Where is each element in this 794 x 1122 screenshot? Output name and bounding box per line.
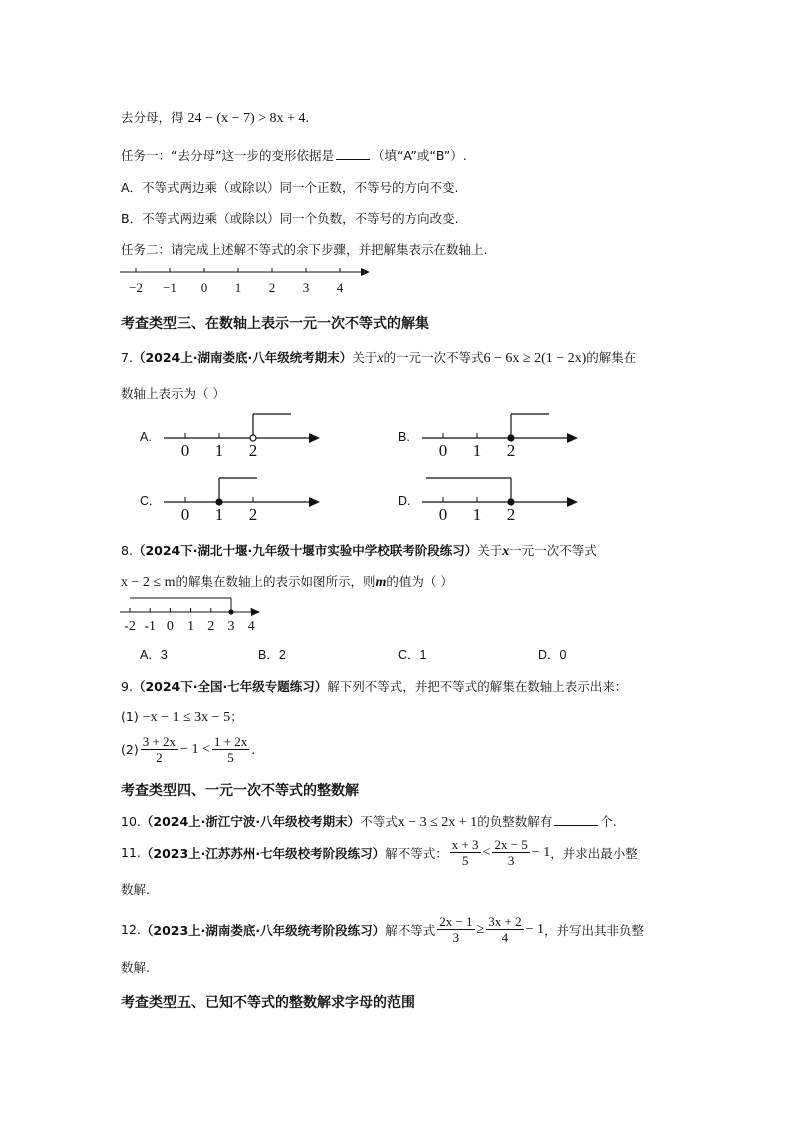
q8-line1 [121,541,597,560]
q7-option-label: C. [140,494,153,508]
heading-type-5: 考查类型五、已知不等式的整数解求字母的范围 [121,995,415,1011]
q7-tick-label: 0 [180,505,190,524]
q10-blank[interactable] [554,813,598,826]
q8-source: （2024下·湖北十堰·九年级十堰市实验中学校联考阶段练习） [132,543,478,558]
q8-tick-label: 4 [247,619,255,632]
q7-option-number-line [418,474,583,524]
q7-hollow-point [250,435,256,441]
q7-solid-point [508,435,514,441]
q12-frac2-num: 3x + 2 [488,914,522,929]
q7-option-number-line [418,410,583,460]
q7-tick-label: 1 [472,441,482,460]
q9-frac1-num: 3 + 2x [142,734,177,749]
q7-tick-label: 0 [180,441,190,460]
q7-tick-label: 1 [472,505,482,524]
q11-frac2-den: 3 [507,853,515,868]
q11-mid: < [482,844,491,860]
q8-tick-label: -2 [124,619,136,632]
option-a: A．不等式两边乘（或除以）同一个正数，不等号的方向不变. [121,180,459,195]
q9-part1-inequality: −x − 1 ≤ 3x − 5 [142,710,231,725]
option-b: B．不等式两边乘（或除以）同一个负数，不等号的方向改变. [121,211,459,226]
q8-text-c: 的解集在数轴上的表示如图所示，则 [175,574,376,589]
q7-number: 7. [121,350,133,365]
q9-source: （2024下·全国·七年级专题练习） [132,679,328,694]
q12-number: 12. [121,922,141,937]
q12-frac1-num: 2x − 1 [439,914,473,929]
q12-frac2-den: 4 [501,930,509,945]
step-line [121,108,309,127]
q9-number: 9. [121,679,133,694]
heading-type-3: 考查类型三、在数轴上表示一元一次不等式的解集 [121,316,429,332]
axis1-tick-label: 3 [302,280,310,295]
q8-text-d: 的值为（ ） [386,574,453,589]
q12-line1 [121,914,644,945]
q11-text-a: 解不等式： [385,845,448,861]
q11-frac1-num: x + 3 [451,837,479,852]
q9-text: 解下列不等式，并把不等式的解集在数轴上表示出来： [327,679,628,694]
q12-tail: − 1 [525,921,544,937]
q11-frac1-den: 5 [461,853,469,868]
q8-tick-label: -1 [144,619,157,632]
step-suffix: . [305,110,310,125]
heading-type-4: 考查类型四、一元一次不等式的整数解 [121,783,359,799]
q7-tick-label: 1 [214,441,224,460]
q8-choice-d[interactable]: D．0 [538,648,567,662]
q7-line2: 数轴上表示为（ ） [121,386,225,401]
q12-mid: ≥ [476,921,485,937]
q9-part1-end: ； [230,709,243,724]
task2-line: 任务二：请完成上述解不等式的余下步骤，并把解集表示在数轴上. [121,242,488,257]
q8-number-line [118,594,268,632]
q7-tick-label: 0 [438,441,448,460]
q11-source: （2023上·江苏苏州·七年级校考阶段练习） [140,845,386,861]
q7-tick-label: 2 [506,505,516,524]
q12-text-a: 解不等式 [385,922,436,938]
q7-option-number-line [160,474,325,524]
q9-part2-label: (2) [121,742,139,757]
q8-choice-a[interactable]: A．3 [140,648,168,662]
q10-source: （2024上·浙江宁波·八年级校考期末） [140,814,361,829]
q11-frac2 [492,837,529,868]
q8-number: 8. [121,543,133,558]
q7-inequality: 6 − 6x ≥ 2(1 − 2x) [483,351,587,366]
q9-part1 [121,707,243,726]
task1-blank[interactable] [336,147,370,160]
q7-tick-label: 2 [248,441,258,460]
q7-var: x [377,351,384,366]
q8-line2 [121,572,453,591]
arrow-icon [309,433,320,443]
q8-tick-label: 2 [207,619,215,632]
q7-tick-label: 2 [248,505,258,524]
axis1-tick-label: 4 [336,280,344,295]
q10-text-a: 不等式 [360,814,398,829]
task1-text: 任务一：“去分母”这一步的变形依据是 [121,148,334,163]
q11-line1 [121,837,638,868]
q8-text-b: 一元一次不等式 [509,543,597,558]
q12-text-b: ，并写出其非负整 [543,922,644,938]
q7-option-label: B. [398,430,410,444]
axis1-tick-label: 2 [268,280,276,295]
q8-text-a: 关于 [477,543,503,558]
q9-part2-frac1 [141,734,178,765]
q8-var-m: m [375,575,387,590]
q7-tick-label: 2 [506,441,516,460]
q8-choice-c[interactable]: C．1 [398,648,427,662]
q7-option-number-line [160,410,325,460]
q11-frac2-num: 2x − 5 [494,837,528,852]
q7-line1 [121,348,636,367]
axis1-tick-label: −1 [163,280,177,295]
q12-source: （2023上·湖南娄底·八年级统考阶段练习） [140,922,386,938]
q7-solid-point [508,499,514,505]
q10-text-b: 的负整数解有 [477,814,553,829]
q12-frac1 [437,914,474,945]
q8-choices [140,645,700,663]
q12-frac2 [486,914,523,945]
q7-text-a: 关于 [352,350,378,365]
arrow-icon [567,497,578,507]
q7-text-b: 的一元一次不等式 [383,350,484,365]
q10-text-c: 个. [600,814,617,829]
number-line-1 [118,262,378,296]
q8-tick-label: 0 [166,619,174,632]
axis1-tick-label: 0 [200,280,208,295]
task1-suffix: （填“A”或“B”）. [371,148,467,163]
q8-inequality: x − 2 ≤ m [121,575,176,590]
q7-text-c: 的解集在 [586,350,637,365]
q7-source: （2024上·湖南娄底·八年级统考期末） [132,350,353,365]
q7-tick-label: 1 [214,505,224,524]
q8-var: x [502,544,510,559]
q7-option-label: D. [398,494,411,508]
q9-frac1-den: 2 [156,750,163,765]
axis1-tick-label: −2 [129,280,143,295]
step-prefix: 去分母，得 [121,110,184,125]
q9-line1 [121,677,627,695]
q11-number: 11. [121,845,141,860]
q11-line2: 数解. [121,882,150,897]
q9-part2-frac2 [212,734,249,765]
q8-tick-label: 3 [227,619,235,632]
q12-line2: 数解. [121,960,150,975]
q10-inequality: x − 3 ≤ 2x + 1 [397,815,478,830]
q10-line [121,812,617,831]
q11-frac1 [450,837,481,868]
q8-choice-b[interactable]: B．2 [258,648,286,662]
q9-part2 [121,734,255,765]
q7-tick-label: 0 [438,505,448,524]
q9-part1-label: (1) [121,709,139,724]
q11-tail: − 1 [531,844,551,860]
q8-tick-label: 1 [187,619,195,632]
q9-part2-mid: − 1 < [180,741,210,757]
q9-part2-end: . [251,742,256,757]
q9-frac2-num: 1 + 2x [213,734,248,749]
step-inequality: 24 − (x − 7) > 8x + 4 [187,111,306,126]
q10-number: 10. [121,814,141,829]
q9-frac2-den: 5 [227,750,234,765]
q7-option-label: A. [140,430,152,444]
arrow-icon [309,497,320,507]
axis1-tick-label: 1 [234,280,242,295]
arrow-icon [567,433,578,443]
q11-text-b: ，并求出最小整 [550,845,638,861]
q7-solid-point [216,499,222,505]
q12-frac1-den: 3 [452,930,460,945]
task1-line [121,146,467,164]
